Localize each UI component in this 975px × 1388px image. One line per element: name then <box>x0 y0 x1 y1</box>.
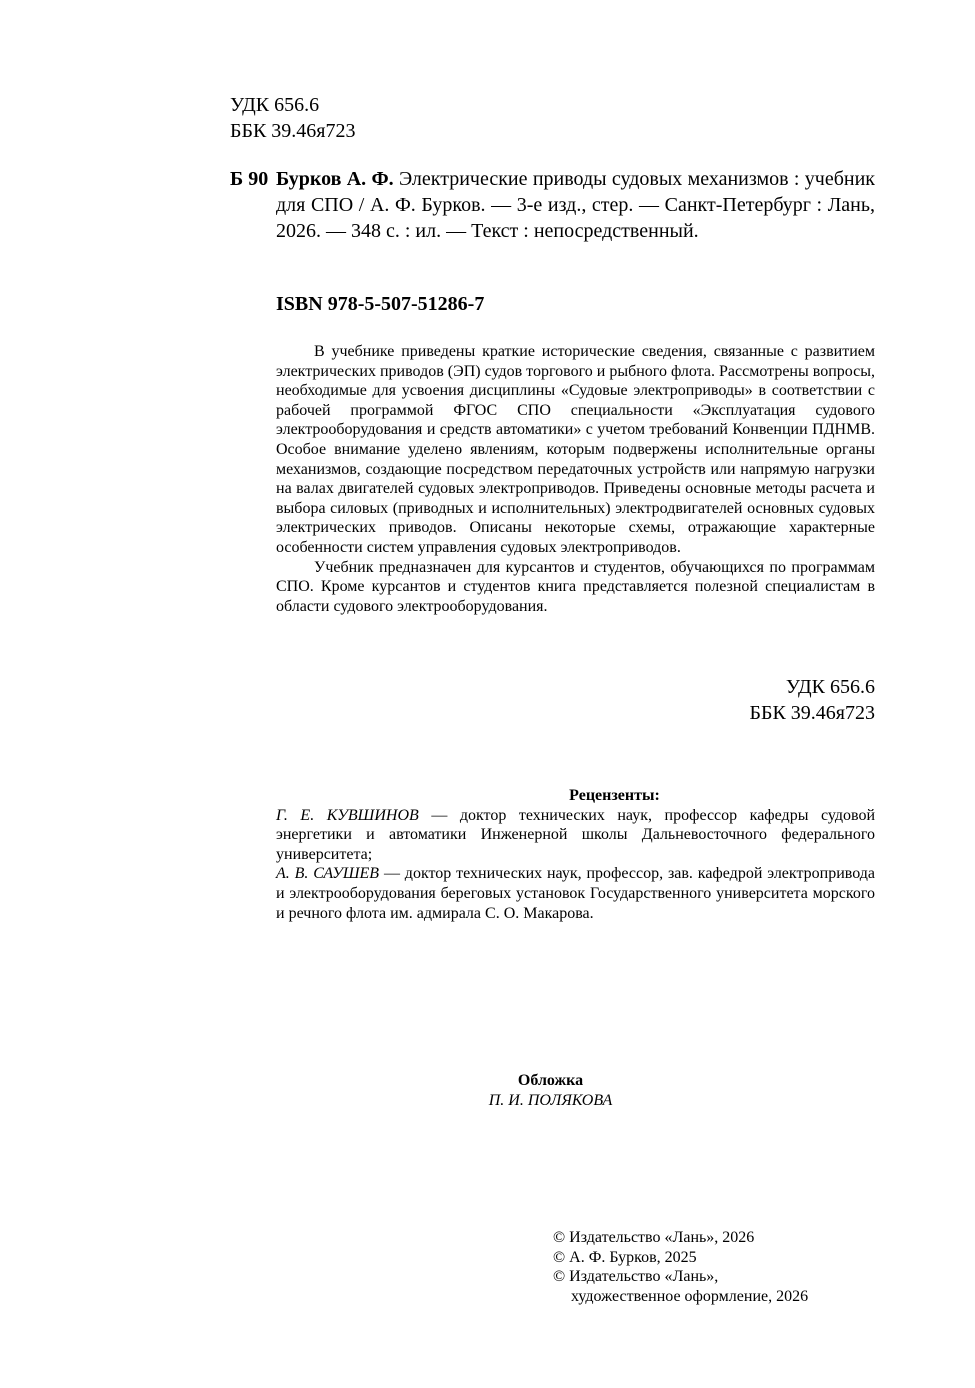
annotation-paragraph: В учебнике приведены краткие исторические сведения, связанные с развитием электрических приводов (ЭП) судов торгового и рыбного флота. Рассмотрены вопросы, необходимые для усвоения дисциплины «Судовые электроприводы» в соответствии с рабочей программой ФГОС СПО специальности «Эксплуатация судового электрооборудования и средств автоматики» с учетом требований Конвенции ПДНМВ. Особое внимание уделено явлениям, которым подвержены исполнительные органы механизмов, создающие посредством передаточных устройств или напрямую нагрузки на валах двигателей судовых электроприводов. Приведены основные методы расчета и выбора силовых (приводных и исполнительных) электродвигателей основных судовых электрических приводов. Описаны некоторые схемы, отражающие характерные особенности систем управления судовых электроприводов. <box>276 343 875 556</box>
cover-designer: П. И. ПОЛЯКОВА <box>488 1091 613 1109</box>
bbk-code: ББК 39.46я723 <box>749 702 875 724</box>
reviewer-entry <box>276 864 875 923</box>
copyright-notices <box>553 1228 808 1306</box>
copyright-line: © Издательство «Лань», <box>553 1268 719 1286</box>
annotation-paragraph: Учебник предназначен для курсантов и студентов, обучающихся по программам СПО. Кроме курсантов и студентов книга представляется полезной специалистам в области судового электрооборудования. <box>276 558 875 615</box>
reviewer-description: — доктор технических наук, профессор кафедры судовой энергетики и автоматики Инженерной школы Дальневосточного федерального университета; <box>276 806 876 863</box>
annotation <box>276 342 875 616</box>
bibliographic-text: Электрические приводы судовых механизмов : учебник для СПО / А. Ф. Бурков. — 3-е изд., стер. — Санкт-Петербург : Лань, 2026. — 348 с. : ил. — Текст : непосредственный. <box>276 168 876 242</box>
udk-bbk-bottom <box>749 674 875 726</box>
copyright-line: © Издательство «Лань», 2026 <box>553 1229 755 1246</box>
bibliographic-description <box>276 166 875 244</box>
reviewers <box>276 786 875 923</box>
cover-credit <box>276 1071 875 1110</box>
author-mark: Б 90 <box>230 168 269 190</box>
reviewer-entry <box>276 806 875 865</box>
reviewer-name: А. В. САУШЕВ <box>276 865 380 883</box>
copyright-line: © А. Ф. Бурков, 2025 <box>553 1248 697 1266</box>
reviewer-description: — доктор технических наук, профессор, зав. кафедрой электропривода и электрооборудования береговых установок Государственного университета морского и речного флота им. адмирала С. О. Макарова. <box>276 865 876 922</box>
author-name: Бурков А. Ф. <box>276 168 394 190</box>
cover-label: Обложка <box>517 1072 584 1089</box>
isbn: ISBN 978-5-507-51286-7 <box>276 293 485 315</box>
copyright-line: художественное оформление, 2026 <box>571 1287 809 1305</box>
bbk-code: ББК 39.46я723 <box>230 120 356 142</box>
udk-code: УДК 656.6 <box>230 94 320 116</box>
reviewers-title: Рецензенты: <box>569 787 660 804</box>
udk-bbk-top <box>230 92 356 144</box>
udk-code: УДК 656.6 <box>785 676 875 698</box>
reviewer-name: Г. Е. КУВШИНОВ <box>276 806 419 824</box>
